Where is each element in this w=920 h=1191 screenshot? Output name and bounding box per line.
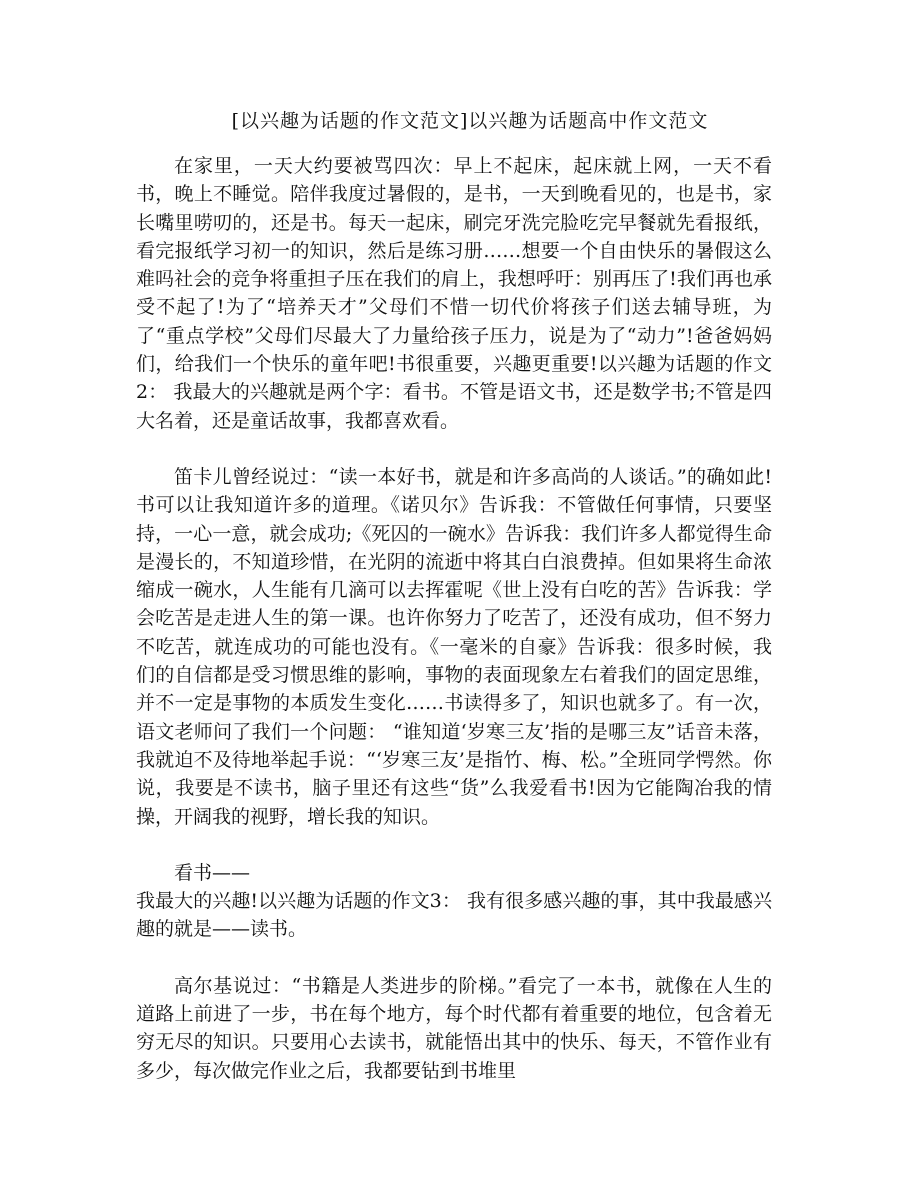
paragraph-gap [136, 435, 772, 463]
paragraph-2: 笛卡儿曾经说过：“读一本好书，就是和许多高尚的人谈话。”的确如此!书可以让我知道许多的道理。《诺贝尔》告诉我：不管做任何事情，只要坚持，一心一意，就会成功;《死囚的一碗水》告诉我：我们许多人都觉得生命是漫长的，不知道珍惜，在光阴的流逝中将其白白浪费掉。但如果将生命浓缩成一碗水，人生能有几滴可以去挥霍呢《世上没有白吃的苦》告诉我：学会吃苦是走进人生的第一课。也许你努力了吃苦了，还没有成功，但不努力不吃苦，就连成功的可能也没有。《一毫米的自豪》告诉我：很多时候，我们的自信都是受习惯思维的影响，事物的表面现象左右着我们的固定思维，并不一定是事物的本质发生变化……书读得多了，知识也就多了。有一次，语文老师问了我们一个问题： “谁知道‘岁寒三友’指的是哪三友”话音未落，我就迫不及待地举起手说：“‘岁寒三友’是指竹、梅、松。”全班同学愕然。你说，我要是不读书，脑子里还有这些“货”么我爱看书!因为它能陶冶我的情操，开阔我的视野，增长我的知识。 [136, 465, 772, 828]
paragraph-1: 在家里，一天大约要被骂四次：早上不起床，起床就上网，一天不看书，晚上不睡觉。陪伴我度过暑假的，是书，一天到晚看见的，也是书，家长嘴里唠叨的，还是书。每天一起床，刷完牙洗完脸吃完早餐就先看报纸，看完报纸学习初一的知识，然后是练习册……想要一个自由快乐的暑假这么难吗社会的竞争将重担子压在我们的肩上，我想呼吁：别再压了!我们再也承受不起了!为了“培养天才”父母们不惜一切代价将孩子们送去辅导班，为了“重点学校”父母们尽最大了力量给孩子压力，说是为了“动力”!爸爸妈妈们，给我们一个快乐的童年吧!书很重要，兴趣更重要!以兴趣为话题的作文2： 我最大的兴趣就是两个字：看书。不管是语文书，还是数学书;不管是四大名着，还是童话故事，我都喜欢看。 [136, 155, 773, 432]
paragraph-3-rest: 我最大的兴趣!以兴趣为话题的作文3： 我有很多感兴趣的事，其中我最感兴趣的就是——读书。 [136, 890, 772, 941]
paragraph-gap [136, 831, 772, 859]
paragraph-3-first-line: 看书—— [174, 861, 251, 884]
document-title: [以兴趣为话题的作文范文]以兴趣为话题高中作文范文 [231, 110, 709, 132]
paragraph-4: 高尔基说过：“书籍是人类进步的阶梯。”看完了一本书，就像在人生的道路上前进了一步，书在每个地方，每个时代都有着重要的地位，包含着无穷无尽的知识。只要用心去读书，就能悟出其中的快乐、每天，不管作业有多少，每次做完作业之后，我都要钻到书堆里 [136, 974, 772, 1082]
document-body [136, 152, 772, 1085]
paragraph-3 [136, 859, 772, 944]
paragraph-gap [136, 944, 772, 972]
